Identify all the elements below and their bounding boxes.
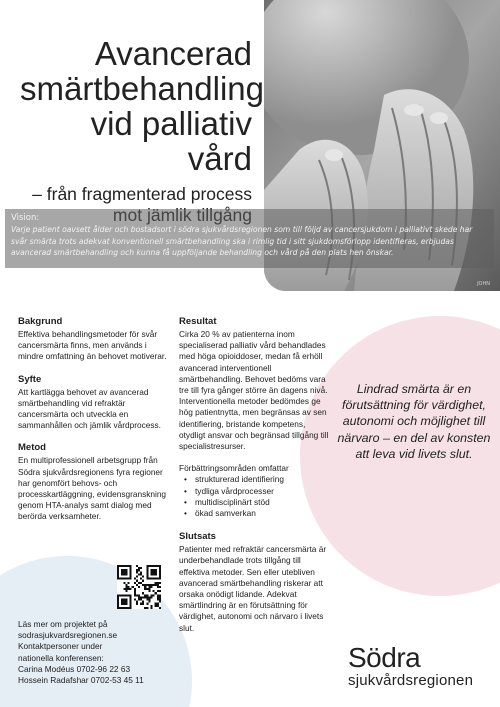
bakgrund-heading: Bakgrund <box>18 316 63 327</box>
contact-line: Läs mer om projektet på <box>18 619 108 629</box>
bakgrund-text: Effektiva behandlingsmetoder för svår cancersmärta finns, men används i mindre omfattning än behovet motiverar. <box>18 329 167 362</box>
poster-title: Avancerad smärtbehandling vid palliativ vård <box>20 35 264 177</box>
list-item: • strukturerad identifiering <box>179 474 329 485</box>
qr-code-icon[interactable] <box>117 565 161 609</box>
contact-line: Kontaktpersoner under <box>18 641 103 652</box>
vision-label: Vision: <box>11 213 40 223</box>
photo-credit: JOHN <box>477 281 490 287</box>
forbattring-list <box>179 474 329 519</box>
syfte-heading: Syfte <box>18 373 42 385</box>
contact-block <box>18 619 178 686</box>
sodra-sjukvardsregionen-logo <box>348 644 496 689</box>
qr-code-graphic <box>117 565 161 609</box>
metod-heading: Metod <box>18 442 46 454</box>
metod-text: En multiprofessionell arbetsgrupp från Södra sjukvårdsregionens fyra regioner har genomfört behovs- och processkartläggning, evidensgranskning genom HTA-analys samt dialog med berörda verksamheter. <box>18 455 167 522</box>
resultat-text: Cirka 20 % av patienterna inom specialiserad palliativ vård behandlades med höga opioiddoser, medan få erhöll avancerad interventionell smärtbehandling. Behovet bedöms vara tre till fyra gånger större än dagens nivå. Interventionella metoder bedömdes ge hög patientnytta, men begränsas av sen identifiering, bristande kompetens, otydligt ansvar och begränsad tillgång till specialistresurser. <box>179 329 329 452</box>
left-column <box>18 316 170 534</box>
slutsats-heading: Slutsats <box>179 531 216 543</box>
contact-person: Hossein Radafshar 0702-53 45 11 <box>18 675 144 686</box>
logo-text-bottom: sjukvårdsregionen <box>348 672 474 689</box>
vision-banner <box>5 209 494 268</box>
slutsats-text: Patienter med refraktär cancersmärta är underbehandlade trots tillgång till effektiva metoder. Sen eller utebliven avancerad smärtbehandling riskerar att orsaka onödigt lidande. Adekvat smärtlindring är en förutsättning för värdighet, autonomi och närvaro i livets slut. <box>179 544 327 633</box>
syfte-text: Att kartlägga behovet av avancerad smärtbehandling vid refraktär cancersmärta och utveckla en sammanhållen och jämlik vårdprocess. <box>18 386 161 431</box>
list-item: • tydliga vårdprocesser <box>179 486 329 497</box>
highlight-quote: Lindrad smärta är en förutsättning för värdighet, autonomi och möjlighet till närvaro – en del av konsten att leva vid livets slut. <box>337 382 491 461</box>
contact-line: nationella konferensen: <box>18 652 104 663</box>
middle-column <box>179 316 329 645</box>
list-item: • multidisciplinärt stöd <box>179 497 329 508</box>
forbattring-intro: Förbättringsområden omfattar <box>179 463 289 474</box>
title-block <box>20 35 264 226</box>
poster-subtitle: – från fragmenterad process <box>32 184 252 204</box>
list-item: • ökad samverkan <box>179 508 329 519</box>
vision-text: Varje patient oavsett ålder och bostadsort i södra sjukvårdsregionen som till följd av cancersjukdom i palliativt skede har svår smärta trots adekvat konventionell smärtbehandling ska i rimlig tid i sitt sjukdomsförlopp identifieras, erbjudas avancerad smärtbehandling och kunna få uppföljande behandling och vård på den plats hen önskar. <box>11 225 473 257</box>
contact-website-link[interactable]: sodrasjukvardsregionen.se <box>18 630 118 641</box>
logo-text-top: Södra <box>348 642 421 673</box>
resultat-heading: Resultat <box>179 316 217 327</box>
contact-person: Carina Modéus 0702-96 22 63 <box>18 663 131 674</box>
